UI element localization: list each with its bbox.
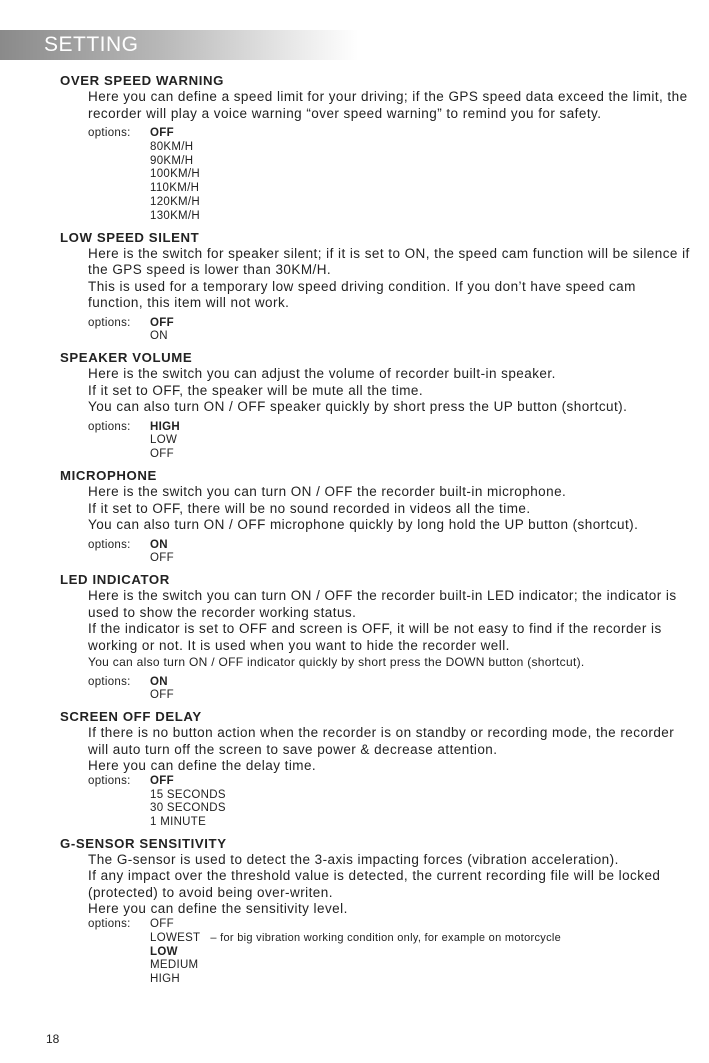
section-paragraph: This is used for a temporary low speed driving condition. If you don’t have speed cam function, this item will not work.: [88, 278, 636, 311]
options-block: [88, 317, 690, 345]
option-default: LOW: [150, 945, 178, 958]
section-heading: MICROPHONE: [60, 468, 157, 484]
option-item: 80KM/H: [150, 140, 194, 153]
options-label: options:: [88, 774, 131, 787]
option-item: 15 SECONDS: [150, 788, 226, 801]
section-speaker-volume: [60, 350, 690, 462]
option-item: OFF: [150, 448, 174, 461]
section-paragraph: If it set to OFF, the speaker will be mute all the time.: [88, 382, 424, 398]
section-heading: LED INDICATOR: [60, 572, 170, 588]
section-paragraph: You can also turn ON / OFF microphone quickly by long hold the UP button (shortcut).: [88, 517, 639, 533]
option-item: 100KM/H: [150, 168, 201, 181]
options-label: options:: [88, 917, 131, 930]
option-item: 130KM/H: [150, 209, 201, 222]
option-item: [150, 932, 561, 946]
section-heading: LOW SPEED SILENT: [60, 229, 200, 245]
options-list: [150, 918, 561, 987]
section-paragraph: You can also turn ON / OFF speaker quickly by short press the UP button (shortcut).: [88, 399, 628, 415]
option-item: OFF: [150, 552, 174, 565]
options-label: options:: [88, 538, 131, 551]
section-screen-off-delay: [60, 709, 690, 830]
section-banner: [0, 30, 358, 60]
option-item: 110KM/H: [150, 182, 200, 195]
options-label: options:: [88, 127, 131, 139]
options-label: options:: [88, 420, 131, 433]
option-item: HIGH: [150, 973, 180, 986]
option-default: OFF: [150, 774, 174, 787]
option-item: 30 SECONDS: [150, 802, 226, 815]
options-list: [150, 317, 174, 345]
section-paragraph: If there is no button action when the recorder is on standby or recording mode, the recorder will auto turn off the screen to save power & decrease attention.: [88, 725, 675, 757]
section-microphone: [60, 468, 690, 566]
section-paragraph: If the indicator is set to OFF and screen is OFF, it will be not easy to find if the recorder is working or not. It is used when you want to hide the recorder well.: [88, 621, 662, 653]
options-list: [150, 127, 200, 224]
option-default: ON: [150, 538, 168, 551]
section-paragraph: Here you can define a speed limit for your driving; if the GPS speed data exceed the limit, the recorder will play a voice warning “over speed warning” to remind you for safety.: [88, 89, 688, 121]
options-block: [88, 676, 690, 704]
options-list: [150, 539, 174, 567]
section-paragraph: If any impact over the threshold value is detected, the current recording file will be locked (protected) to avoid being over-writen.: [88, 868, 661, 900]
section-heading: SPEAKER VOLUME: [60, 350, 193, 366]
section-g-sensor-sensitivity: [60, 836, 690, 987]
section-paragraph: You can also turn ON / OFF indicator quickly by short press the DOWN button (shortcut).: [88, 655, 585, 670]
section-paragraph: Here you can define the delay time.: [88, 758, 317, 774]
option-item: LOW: [150, 434, 178, 447]
options-label: options:: [88, 675, 131, 688]
option-note: – for big vibration working condition only, for example on motorcycle: [210, 931, 562, 944]
option-item: OFF: [150, 917, 174, 930]
options-list: [150, 676, 174, 704]
option-item: 120KM/H: [150, 195, 201, 208]
section-paragraph: Here is the switch for speaker silent; if it is set to ON, the speed cam function will be silence if the GPS speed is lower than 30KM/H.: [88, 245, 690, 278]
option-item: ON: [150, 330, 168, 343]
section-low-speed-silent: [60, 230, 690, 345]
option-item: MEDIUM: [150, 959, 199, 972]
options-block: [88, 775, 690, 830]
option-default: HIGH: [150, 420, 180, 433]
option-default: OFF: [150, 316, 174, 329]
page-number: 18: [46, 1032, 60, 1046]
options-list: [150, 421, 180, 462]
manual-content: [60, 73, 690, 993]
options-block: [88, 918, 690, 987]
option-item: 90KM/H: [150, 154, 194, 167]
section-heading: SCREEN OFF DELAY: [60, 709, 202, 725]
section-heading: G-SENSOR SENSITIVITY: [60, 835, 227, 851]
section-paragraph: Here is the switch you can turn ON / OFF the recorder built-in microphone.: [88, 484, 567, 500]
section-paragraph: Here you can define the sensitivity level.: [88, 901, 348, 917]
section-over-speed-warning: [60, 73, 690, 224]
section-paragraph: Here is the switch you can adjust the volume of recorder built-in speaker.: [88, 366, 556, 382]
options-block: [88, 421, 690, 462]
section-paragraph: If it set to OFF, there will be no sound recorded in videos all the time.: [88, 500, 531, 516]
options-list: [150, 775, 226, 830]
option-item: OFF: [150, 689, 174, 702]
options-block: [88, 127, 690, 224]
section-heading: OVER SPEED WARNING: [60, 73, 224, 88]
section-led-indicator: [60, 572, 690, 703]
options-block: [88, 539, 690, 567]
option-item-label: LOWEST: [150, 931, 201, 944]
option-item: 1 MINUTE: [150, 816, 207, 829]
option-default: OFF: [150, 127, 174, 139]
page-title: SETTING: [44, 33, 139, 56]
section-paragraph: Here is the switch you can turn ON / OFF the recorder built-in LED indicator; the indicator is used to show the recorder working status.: [88, 588, 677, 620]
options-label: options:: [88, 316, 131, 329]
section-paragraph: The G-sensor is used to detect the 3-axis impacting forces (vibration acceleration).: [88, 851, 619, 867]
option-default: ON: [150, 675, 168, 688]
